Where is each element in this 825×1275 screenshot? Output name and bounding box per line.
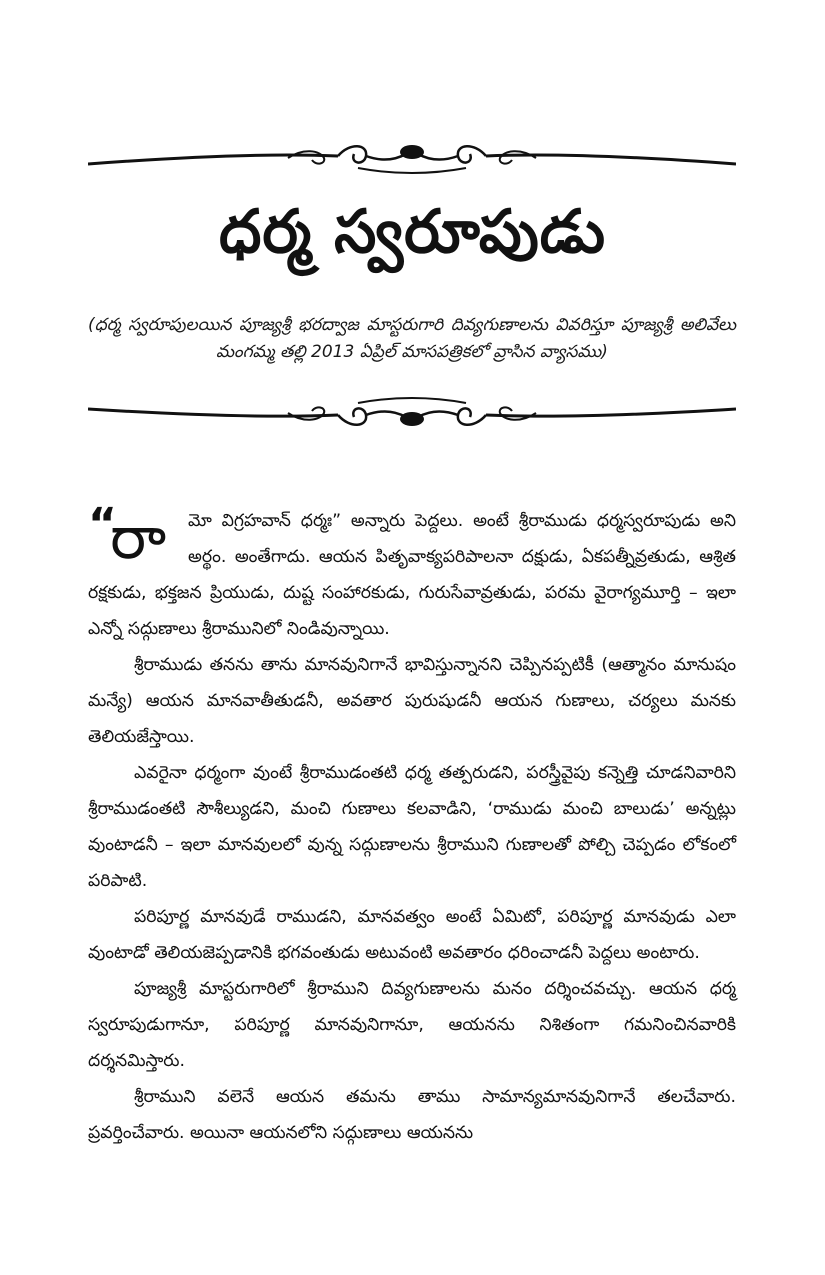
paragraph-3: ఎవరైనా ధర్మంగా వుంటే శ్రీరాముడంతటి ధర్మ తత్పరుడని, పరస్త్రీవైపు కన్నెత్తి చూడనివారిని శ్రీరాముడంతటి సౌశీల్యుడని, మంచి గుణాలు కలవాడిని, ‘రాముడు మంచి బాలుడు’ అన్నట్లు వుంటాడనీ – ఇలా మానవులలో వున్న సద్గుణాలను శ్రీరాముని గుణాలతో పోల్చి చెప్పడం లోకంలో పరిపాటి. <box>88 763 736 891</box>
flourish-ornament-icon <box>88 138 736 178</box>
bottom-ornament-divider <box>88 393 736 433</box>
top-ornament-divider <box>88 138 736 178</box>
drop-cap-quote: “ <box>88 499 117 550</box>
subtitle-note: (ధర్మ స్వరూపులయిన పూజ్యశ్రీ భరద్వాజ మాస్టరుగారి దివ్యగుణాలను వివరిస్తూ పూజ్యశ్రీ అలివేలు మంగమ్మ తల్లి 2013 ఏప్రిల్ మాసపత్రికలో వ్రాసిన వ్యాసము) <box>88 315 736 362</box>
paragraph-6: శ్రీరాముని వలెనే ఆయన తమను తాము సామాన్యమానవునిగానే తలచేవారు. ప్రవర్తించేవారు. అయినా ఆయనలోని సద్గుణాలు ఆయనను <box>88 1087 736 1143</box>
paragraph-5: పూజ్యశ్రీ మాస్టరుగారిలో శ్రీరాముని దివ్యగుణాలను మనం దర్శించవచ్చు. ఆయన ధర్మ స్వరూపుడుగానూ, పరిపూర్ణ మానవునిగానూ, ఆయనను నిశితంగా గమనించినవారికి దర్శనమిస్తారు. <box>88 979 736 1071</box>
drop-cap-letter: రా <box>110 503 167 573</box>
paragraph-4: పరిపూర్ణ మానవుడే రాముడని, మానవత్వం అంటే ఏమిటో, పరిపూర్ణ మానవుడు ఎలా వుంటాడో తెలియజెప్పడానికి భగవంతుడు అటువంటి అవతారం ధరించాడనీ పెద్దలు అంటారు. <box>88 907 736 963</box>
paragraph-1: మో విగ్రహవాన్ ధర్మః” అన్నారు పెద్దలు. అంటే శ్రీరాముడు ధర్మస్వరూపుడు అని అర్థం. అంతేగాదు. ఆయన పితృవాక్యపరిపాలనా దక్షుడు, ఏకపత్నీవ్రతుడు, ఆశ్రిత రక్షకుడు, భక్తజన ప్రియుడు, దుష్ట సంహారకుడు, గురుసేవావ్రతుడు, పరమ వైరాగ్యమూర్తి – ఇలా ఎన్నో సద్గుణాలు శ్రీరామునిలో నిండివున్నాయి. <box>88 511 736 639</box>
page-title: ధర్మ స్వరూపుడు <box>219 197 606 267</box>
flourish-ornament-icon <box>88 393 736 433</box>
paragraph-2: శ్రీరాముడు తనను తాను మానవునిగానే భావిస్తున్నానని చెప్పినప్పటికీ (ఆత్మానం మానుషం మన్యే) ఆయన మానవాతీతుడనీ, అవతార పురుషుడనీ ఆయన గుణాలు, చర్యలు మనకు తెలియజేస్తాయి. <box>88 655 736 747</box>
article-body <box>88 499 736 1151</box>
drop-cap <box>88 499 182 573</box>
